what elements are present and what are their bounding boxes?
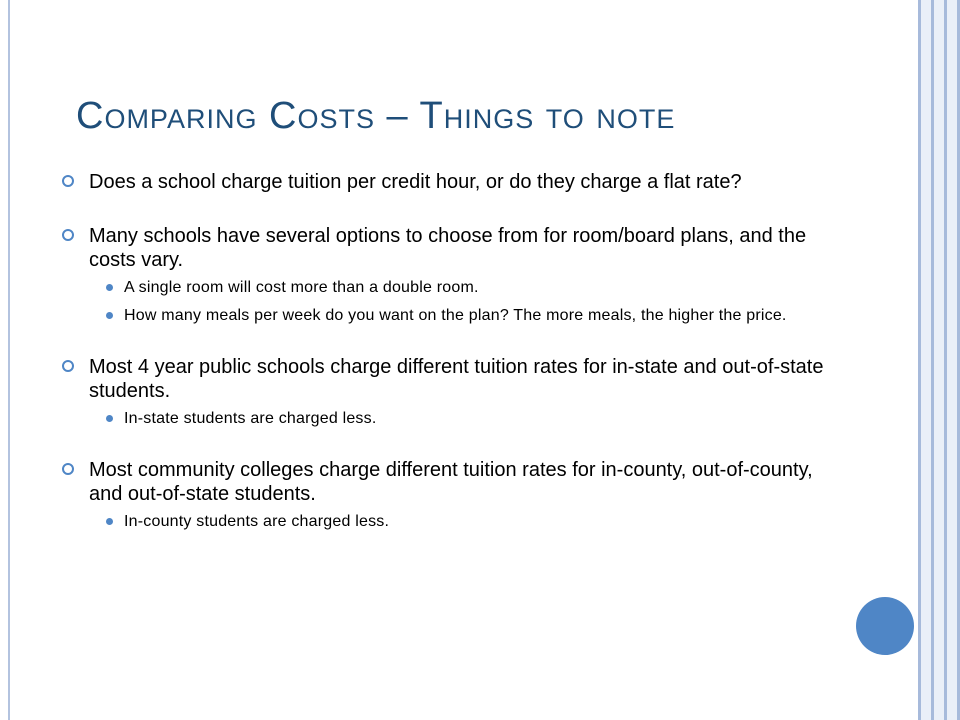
right-decorative-panel [918,0,960,720]
sub-bullet-text: In-county students are charged less. [124,513,390,530]
sub-bullet-item [89,409,832,428]
ring-bullet-icon [62,463,74,475]
bullet-text: Most community colleges charge different tuition rates for in-county, out-of-county, and out-of-state students. [89,459,813,505]
right-frame-line [918,0,921,720]
ring-bullet-icon [62,229,74,241]
bullet-item [62,170,832,194]
ring-bullet-icon [62,175,74,187]
dot-bullet-icon [106,518,113,525]
bullet-text: Most 4 year public schools charge different tuition rates for in-state and out-of-state students. [89,356,824,402]
sub-bullet-item [89,306,832,325]
dot-bullet-icon [106,415,113,422]
bullet-item [62,458,832,531]
bullet-item [62,224,832,325]
bullet-item [62,355,832,428]
sub-bullet-item [89,512,832,531]
ring-bullet-icon [62,360,74,372]
sub-bullet-list [89,278,832,325]
dot-bullet-icon [106,312,113,319]
bullet-list [62,170,832,531]
slide-title: Comparing Costs – Things to note [76,95,676,137]
right-frame-line [944,0,947,720]
bullet-text: Many schools have several options to choose from for room/board plans, and the costs vary. [89,225,807,271]
bullet-text: Does a school charge tuition per credit hour, or do they charge a flat rate? [89,171,742,193]
left-frame-line [8,0,10,720]
decorative-circle [856,597,914,655]
sub-bullet-list [89,512,832,531]
right-frame-line [931,0,934,720]
sub-bullet-item [89,278,832,297]
sub-bullet-text: A single room will cost more than a double room. [124,279,479,296]
dot-bullet-icon [106,284,113,291]
sub-bullet-text: In-state students are charged less. [124,410,377,427]
sub-bullet-text: How many meals per week do you want on the plan? The more meals, the higher the price. [124,307,787,324]
sub-bullet-list [89,409,832,428]
